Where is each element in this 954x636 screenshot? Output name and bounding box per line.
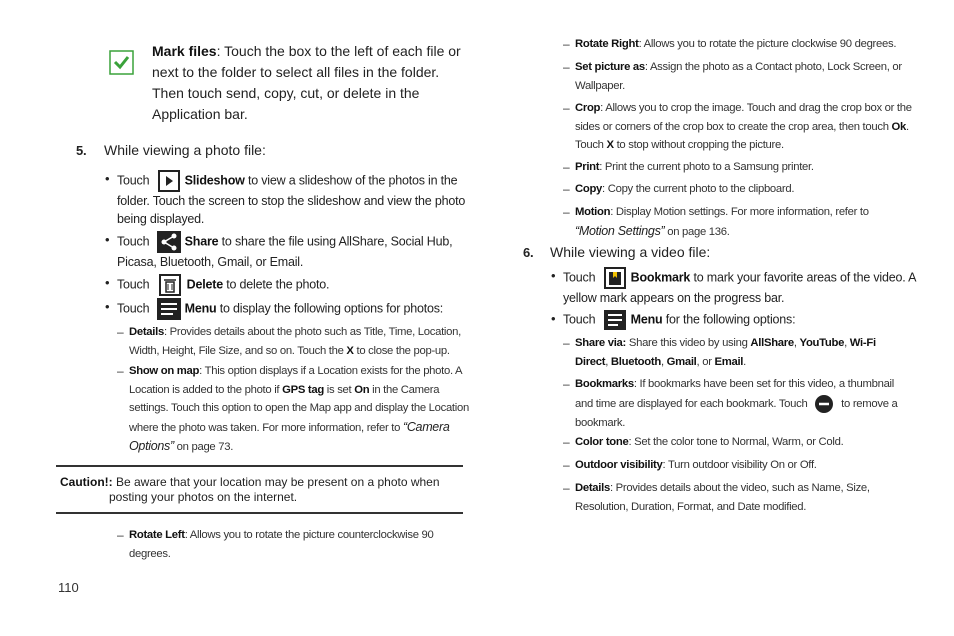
- bullet: •: [105, 299, 110, 314]
- share-icon: [157, 231, 181, 253]
- mark-files-checkbox-icon: [109, 50, 134, 75]
- page-number: 110: [58, 580, 79, 595]
- trash-icon: [159, 274, 181, 296]
- dash: –: [563, 60, 570, 74]
- caution-top-rule: [56, 465, 463, 467]
- outdoor-visibility-subitem: Outdoor visibility: Turn outdoor visibility On or Off.: [575, 459, 817, 471]
- slideshow-icon: [158, 170, 180, 192]
- mark-files-paragraph: Mark files: Touch the box to the left of each file or next to the folder to select all files in the folder. Then touch send, copy, cut, or delete in the Application bar.: [152, 43, 461, 122]
- bookmark-item: Touch Bookmark to mark your favorite areas of the video. A yellow mark appears on the progress bar.: [563, 267, 923, 307]
- copy-subitem: Copy: Copy the current photo to the clipboard.: [575, 183, 795, 195]
- set-picture-as-subitem: Set picture as: Assign the photo as a Contact photo, Lock Screen, or Wallpaper.: [575, 61, 902, 92]
- slideshow-item: Touch Slideshow to view a slideshow of the photos in the folder. Touch the screen to stop the slideshow and view the photo being displayed.: [117, 170, 467, 228]
- bullet: •: [105, 275, 110, 290]
- details-subitem: Details: Provides details about the photo such as Title, Time, Location, Width, Height, File Size, and so on. Touch the X to close the pop-up.: [129, 326, 461, 357]
- menu-item: Touch Menu to display the following options for photos:: [117, 298, 467, 320]
- caution-note: Caution!: Be aware that your location may be present on a photo when posting your photos on the internet.: [60, 475, 440, 504]
- rotate-left-subitem: Rotate Left: Allows you to rotate the picture counterclockwise 90 degrees.: [129, 529, 434, 560]
- dash: –: [117, 325, 124, 339]
- dash: –: [563, 336, 570, 350]
- crop-subitem: Crop: Allows you to crop the image. Touch and drag the crop box or the sides or corners of the crop box to create the crop area, then touch Ok. Touch X to stop without cropping the picture.: [575, 102, 912, 151]
- dash: –: [563, 481, 570, 495]
- bookmarks-subitem: Bookmarks: If bookmarks have been set for this video, a thumbnail and time are displayed for each bookmark. Touch to remove a bookmark.: [575, 378, 898, 429]
- dash: –: [563, 205, 570, 219]
- rotate-right-subitem: Rotate Right: Allows you to rotate the picture clockwise 90 degrees.: [575, 38, 897, 50]
- share-item: Touch Share to share the file using AllShare, Social Hub, Picasa, Bluetooth, Gmail, or Email.: [117, 231, 467, 271]
- dash: –: [117, 364, 124, 378]
- delete-item: Touch Delete to delete the photo.: [117, 274, 467, 296]
- color-tone-subitem: Color tone: Set the color tone to Normal, Warm, or Cold.: [575, 436, 844, 448]
- dash: –: [563, 101, 570, 115]
- dash: –: [563, 160, 570, 174]
- show-on-map-subitem: Show on map: This option displays if a Location exists for the photo. A Location is added to the photo if GPS tag is set On in the Camera settings. Touch this option to open the Map app and display the Location where the photo was taken. For more information, refer to “Camera Options” on page 73.: [129, 365, 469, 453]
- motion-subitem: Motion: Display Motion settings. For more information, refer to “Motion Settings” on page 136.: [575, 206, 869, 238]
- share-via-subitem: Share via: Share this video by using AllShare, YouTube, Wi-Fi Direct, Bluetooth, Gmail, or Email.: [575, 337, 876, 368]
- dash: –: [563, 458, 570, 472]
- bullet: •: [105, 232, 110, 247]
- bullet: •: [551, 311, 556, 326]
- mark-files-label: Mark files: [152, 43, 217, 59]
- bullet: •: [105, 171, 110, 186]
- dash: –: [117, 528, 124, 542]
- bookmark-icon: [604, 267, 626, 289]
- step-6-number: 6.: [523, 245, 534, 260]
- caution-bottom-rule: [56, 512, 463, 514]
- step-5-title: While viewing a photo file:: [104, 142, 266, 158]
- caution-label: Caution!:: [60, 475, 113, 489]
- bullet: •: [551, 268, 556, 283]
- menu-icon: [157, 298, 181, 320]
- dash: –: [563, 182, 570, 196]
- video-menu-item: Touch Menu for the following options:: [563, 310, 923, 330]
- dash: –: [563, 377, 570, 391]
- step-5-number: 5.: [76, 143, 87, 158]
- menu-icon: [604, 310, 626, 330]
- dash: –: [563, 37, 570, 51]
- step-6-title: While viewing a video file:: [550, 244, 711, 260]
- print-subitem: Print: Print the current photo to a Samsung printer.: [575, 161, 814, 173]
- video-details-subitem: Details: Provides details about the video, such as Name, Size, Resolution, Duration, Format, and Date modified.: [575, 482, 870, 513]
- remove-icon: [814, 394, 834, 414]
- dash: –: [563, 435, 570, 449]
